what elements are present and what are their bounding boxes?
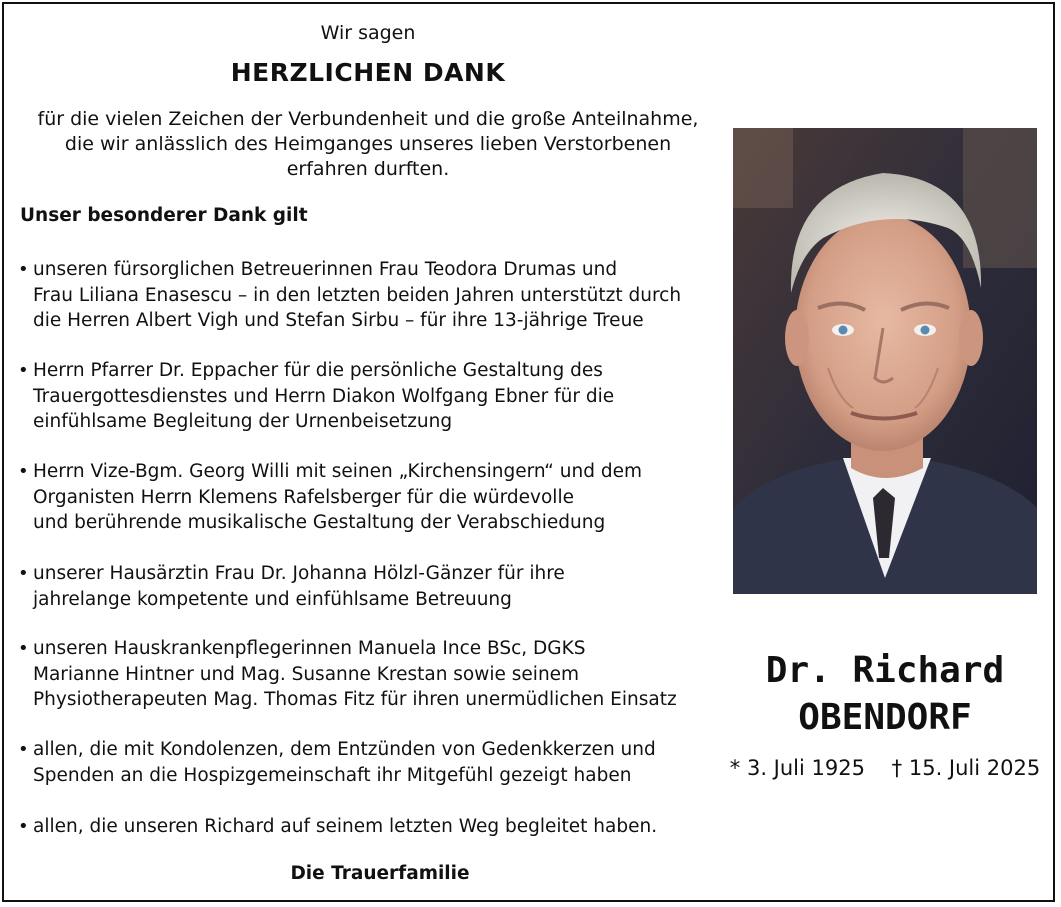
- intro-paragraph-line: die wir anlässlich des Heimganges unseres lieben Verstorbenen: [64, 133, 672, 155]
- thanks-bullet: [18, 358, 728, 435]
- intro-paragraph-line: erfahren durften.: [286, 158, 450, 180]
- bullet-line: einfühlsame Begleitung der Urnenbeisetzung: [33, 411, 453, 432]
- bullet-icon: •: [18, 360, 29, 381]
- deceased-name-line1: Dr. Richard: [765, 650, 1005, 691]
- death-date: † 15. Juli 2025: [891, 756, 1041, 780]
- bullet-line: jahrelange kompetente und einfühlsame Betreuung: [33, 588, 512, 610]
- thanks-bullet: [18, 814, 728, 840]
- bullet-line: Organisten Herrn Klemens Rafelsberger für die würdevolle: [33, 486, 574, 508]
- portrait-illustration: [733, 128, 1037, 594]
- intro-paragraph-line: für die vielen Zeichen der Verbundenheit und die große Anteilnahme,: [37, 108, 699, 130]
- bullet-icon: •: [18, 739, 29, 760]
- thanks-bullet: [18, 561, 728, 612]
- deceased-name-line2: OBENDORF: [798, 697, 972, 738]
- bullet-line: Trauergottesdienstes und Herrn Diakon Wolfgang Ebner für die: [33, 385, 615, 407]
- bullet-line: unseren fürsorglichen Betreuerinnen Frau Teodora Drumas und: [33, 259, 618, 280]
- bullet-icon: •: [18, 259, 29, 280]
- bullet-icon: •: [18, 461, 29, 482]
- thanks-bullet: [18, 737, 728, 788]
- bullet-line: allen, die unseren Richard auf seinem letzten Weg begleitet haben.: [33, 816, 658, 837]
- bullet-line: Frau Liliana Enasescu – in den letzten beiden Jahren unterstützt durch: [33, 284, 682, 306]
- thanks-label: Unser besonderer Dank gilt: [20, 205, 308, 226]
- bullet-line: die Herren Albert Vigh und Stefan Sirbu – für ihre 13-jährige Treue: [33, 310, 644, 331]
- bullet-line: Herrn Pfarrer Dr. Eppacher für die persönliche Gestaltung des: [33, 360, 603, 381]
- bullet-line: unseren Hauskrankenpflegerinnen Manuela Ince BSc, DGKS: [33, 638, 586, 659]
- intro-line: Wir sagen: [320, 22, 416, 44]
- thanks-bullet: [18, 636, 728, 713]
- thanks-bullet: [18, 459, 728, 536]
- bullet-icon: •: [18, 563, 29, 584]
- bullet-line: unserer Hausärztin Frau Dr. Johanna Hölzl-Gänzer für ihre: [33, 563, 565, 584]
- bullet-line: Spenden an die Hospizgemeinschaft ihr Mitgefühl gezeigt haben: [33, 764, 632, 786]
- life-dates: [720, 756, 1050, 780]
- portrait-photo: [733, 128, 1037, 594]
- bullet-line: Herrn Vize-Bgm. Georg Willi mit seinen „Kirchensingern“ und dem: [33, 461, 642, 482]
- thanks-bullet: [18, 257, 728, 334]
- signature: Die Trauerfamilie: [290, 863, 470, 884]
- bullet-line: und berührende musikalische Gestaltung der Verabschiedung: [33, 512, 606, 533]
- bullet-line: allen, die mit Kondolenzen, dem Entzünden von Gedenkkerzen und: [33, 739, 656, 760]
- birth-date: * 3. Juli 1925: [729, 756, 865, 780]
- bullet-icon: •: [18, 816, 29, 837]
- bullet-line: Marianne Hintner und Mag. Susanne Krestan sowie seinem: [33, 663, 580, 685]
- bullet-icon: •: [18, 638, 29, 659]
- bullet-line: Physiotherapeuten Mag. Thomas Fitz für ihren unermüdlichen Einsatz: [33, 689, 677, 710]
- headline: HERZLICHEN DANK: [230, 58, 506, 87]
